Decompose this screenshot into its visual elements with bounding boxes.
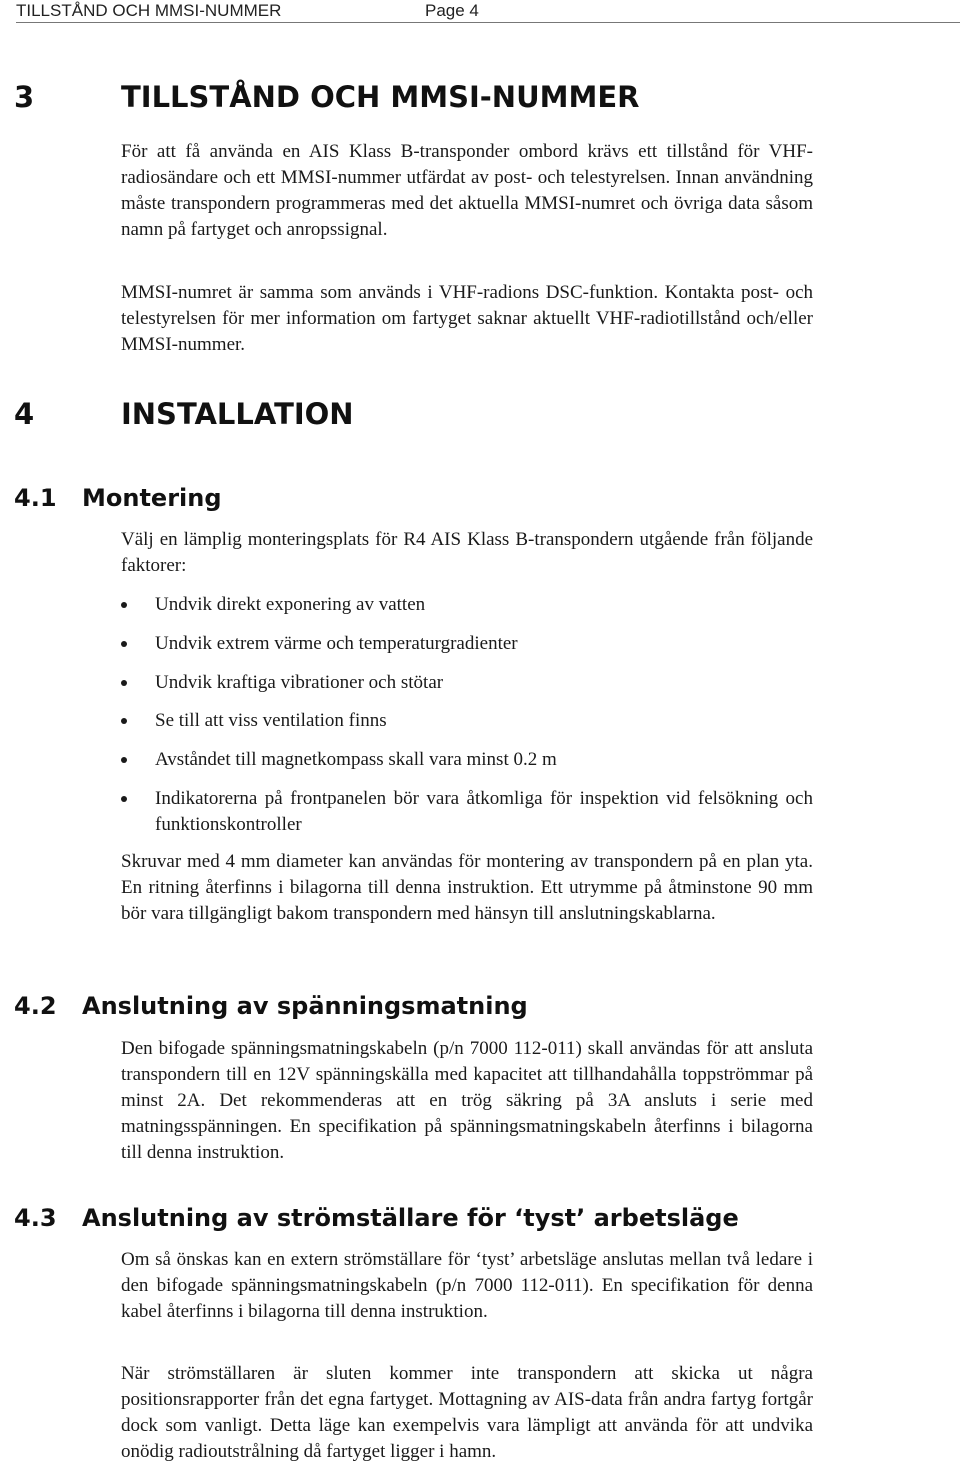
section-title: Montering [82, 484, 222, 512]
header-title: TILLSTÅND OCH MMSI-NUMMER [16, 1, 282, 20]
section-title: Anslutning av strömställare för ‘tyst’ arbetsläge [82, 1204, 739, 1232]
bullet-icon [121, 757, 127, 763]
list-item [121, 592, 813, 618]
section-title: Anslutning av spänningsmatning [82, 992, 528, 1020]
bullet-icon [121, 680, 127, 686]
heading-section-3 [14, 80, 914, 114]
bullet-icon [121, 641, 127, 647]
list-item [121, 670, 813, 696]
section-title: TILLSTÅND OCH MMSI-NUMMER [121, 80, 640, 114]
bullet-icon [121, 796, 127, 802]
section-4-3-paragraph-2: När strömställaren är sluten kommer inte transpondern att skicka ut några positionsrapporter från det egna fartyget. Mottagning av AIS-data från andra fartyg fortgår dock som vanligt. Detta läge kan exempelvis vara lämpligt att använda för att undvika onödig radioutstrålning då fartyget ligger i hamn. [121, 1363, 813, 1462]
section-number: 4 [14, 397, 35, 431]
section-4-2-paragraph-1: Den bifogade spänningsmatningskabeln (p/n 7000 112-011) skall användas för att ansluta transpondern till en 12V spänningskälla med kapacitet att tillhandahålla toppströmmar på minst 2A. Det rekommenderas att en trög säkring på 3A ansluts i serie med matningsspänningen. En specifikation på spänningsmatningskabeln återfinns i bilagorna till denna instruktion. [121, 1038, 813, 1163]
list-item-text: Undvik extrem värme och temperaturgradienter [155, 633, 518, 654]
list-item-text: Avståndet till magnetkompass skall vara minst 0.2 m [155, 749, 557, 770]
page-number: Page 4 [425, 1, 479, 20]
section-number: 4.1 [14, 484, 57, 512]
list-item-text: Undvik kraftiga vibrationer och stötar [155, 672, 444, 693]
heading-section-4-1 [14, 483, 914, 513]
list-item [121, 708, 813, 734]
list-item-text: Se till att viss ventilation finns [155, 710, 387, 731]
heading-section-4-2 [14, 991, 914, 1021]
list-item [121, 631, 813, 657]
section-number: 4.3 [14, 1204, 57, 1232]
list-item [121, 786, 813, 838]
heading-section-4-3 [14, 1203, 914, 1233]
section-4-3-paragraph-1: Om så önskas kan en extern strömställare för ‘tyst’ arbetsläge anslutas mellan två ledare i den bifogade spänningsmatningskabeln (p/n 7000 112-011). En specifikation för denna kabel återfinns i bilagorna till denna instruktion. [121, 1249, 813, 1322]
section-4-1-intro: Välj en lämplig monteringsplats för R4 AIS Klass B-transpondern utgående från följande faktorer: [121, 529, 813, 576]
section-number: 4.2 [14, 992, 57, 1020]
heading-section-4 [14, 397, 914, 431]
bullet-icon [121, 602, 127, 608]
section-number: 3 [14, 80, 35, 114]
section-3-paragraph-2: MMSI-numret är samma som används i VHF-radions DSC-funktion. Kontakta post- och telestyrelsen för mer information om fartyget saknar aktuellt VHF-radiotillstånd och/eller MMSI-nummer. [121, 282, 813, 355]
page-header [16, 0, 960, 23]
section-4-1-paragraph-2: Skruvar med 4 mm diameter kan användas för montering av transpondern på en plan yta. En ritning återfinns i bilagorna till denna instruktion. Ett utrymme på åtminstone 90 mm bör vara tillgängligt bakom transpondern med hänsyn till anslutningskablarna. [121, 851, 813, 924]
list-item-text: Undvik direkt exponering av vatten [155, 594, 426, 615]
list-item-text: Indikatorerna på frontpanelen bör vara åtkomliga för inspektion vid felsökning och funktionskontroller [155, 788, 813, 835]
list-item [121, 747, 813, 773]
section-title: INSTALLATION [121, 397, 354, 431]
bullet-icon [121, 718, 127, 724]
section-3-paragraph-1: För att få använda en AIS Klass B-transponder ombord krävs ett tillstånd för VHF-radiosändare och ett MMSI-nummer utfärdat av post- och telestyrelsen. Innan användning måste transpondern programmeras med det aktuella MMSI-numret och övriga data såsom namn på fartyget och anropssignal. [121, 141, 813, 240]
